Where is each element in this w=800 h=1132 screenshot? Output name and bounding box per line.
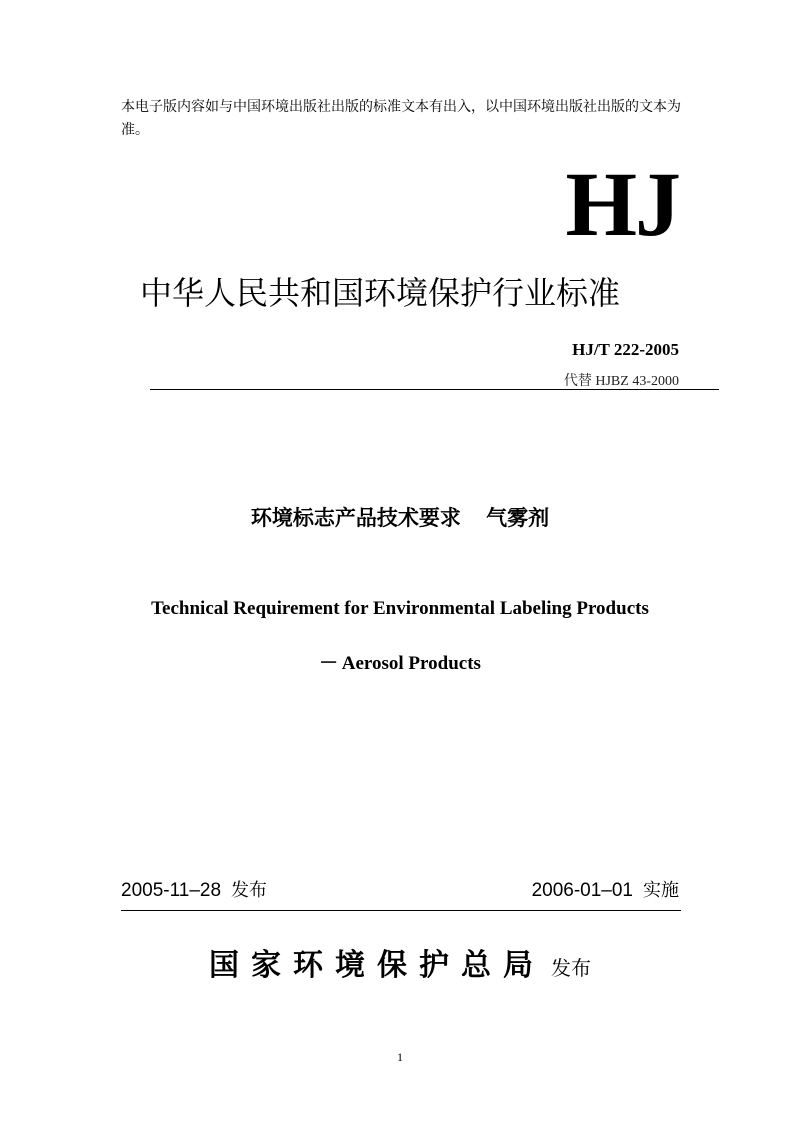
issuer-name: 国家环境保护总局 bbox=[209, 948, 545, 983]
standard-number: HJ/T 222-2005 bbox=[572, 340, 679, 359]
effective-label: 实施 bbox=[643, 880, 679, 901]
english-title: Technical Requirement for Environmental Labeling Products bbox=[151, 598, 649, 619]
header-divider bbox=[150, 389, 719, 390]
effective-date: 2006-01–01 bbox=[531, 880, 633, 901]
page-number: 1 bbox=[397, 1050, 403, 1064]
issue-date-block bbox=[121, 876, 267, 902]
chinese-title: 环境标志产品技术要求 气雾剂 bbox=[250, 506, 550, 530]
hj-logo: HJ bbox=[565, 153, 679, 255]
publisher-notice: 本电子版内容如与中国环境出版社出版的标准文本有出入，以中国环境出版社出版的文本为准。 bbox=[121, 99, 681, 138]
effective-date-block bbox=[532, 876, 679, 902]
issue-date: 2005-11–28 bbox=[121, 880, 222, 901]
footer-divider bbox=[121, 910, 681, 911]
industry-standard-title: 中华人民共和国环境保护行业标准 bbox=[140, 274, 621, 312]
issuer-line bbox=[0, 940, 800, 984]
replaces-standard: 代替 HJBZ 43-2000 bbox=[563, 374, 679, 389]
english-subtitle: － Aerosol Products bbox=[319, 653, 481, 674]
issuer-action: 发布 bbox=[551, 956, 591, 980]
issue-label: 发布 bbox=[231, 880, 268, 901]
